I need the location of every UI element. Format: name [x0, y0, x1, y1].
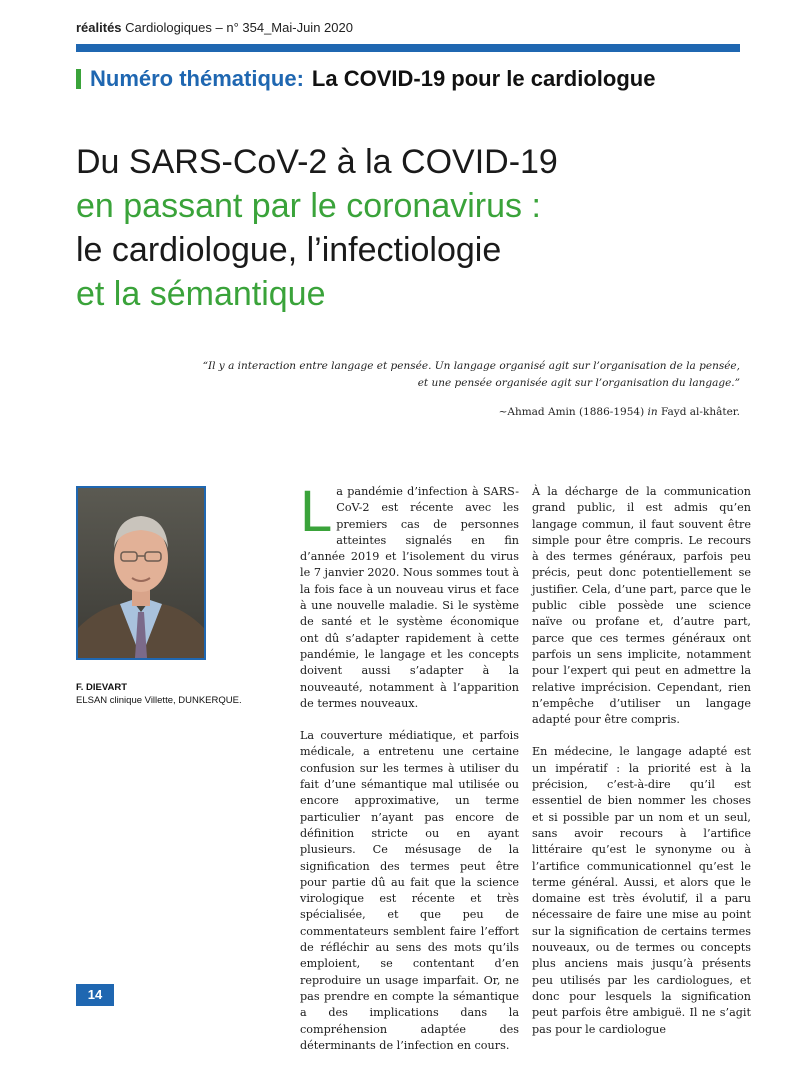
epigraph-author: ~Ahmad Amin (1886-1954) [498, 406, 648, 418]
paragraph-4: En médecine, le langage adapté est un impératif : la priorité est à la précision, c’est-à-dire qu’il est essentiel de bien nommer les choses et si possible par un nom et un seul, sans avoir recours à l’artifice littéraire qu’est le synonyme ou à l’artifice communicationnel qu’est le terme général. Aussi, et alors que le domaine est très évolutif, il a paru nécessaire de faire une mise au point sur la signification de certains termes nouveaux, ou de termes ou concepts plus anciens mais jusqu’à présents peu utilisés par les cardiologues, et donc pour lesquels la signification peut parfois être ambiguë. Il ne s’agit pas pour le cardiologue [532, 745, 751, 1036]
thematic-topic: La COVID-19 pour le cardiologue [311, 66, 656, 91]
journal-brand: réalités [76, 20, 122, 35]
epigraph-attribution [300, 406, 740, 418]
paragraph-1 [300, 479, 519, 712]
epigraph-line-1: “Il y a interaction entre langage et pensée. Un langage organisé agit sur l’organisation de la pensée, [202, 360, 740, 372]
drop-cap: L [300, 479, 333, 544]
running-header [76, 20, 726, 35]
header-rule [76, 44, 740, 52]
paragraph-3: À la décharge de la communication grand public, il est admis qu’en langage commun, il faut souvent être simple pour être compris. Le recours à des termes généraux, parfois peu précis, peut donc potentiellement se justifier. Cela, d’une part, parce que le public cible possède une science naïve ou profane et, d’autre part, parce que ces termes généraux ont parfois un sens implicite, notamment pour l’expert qui peut en admettre la relative imprécision. Cependant, rien n’empêche d’utiliser un langage adapté pour être compris. [532, 485, 751, 727]
article-column-2 [532, 484, 751, 1054]
author-name: F. DIEVART [76, 682, 128, 693]
article-column-1 [300, 479, 519, 1070]
paragraph-1-text: a pandémie d’infection à SARS-CoV-2 est récente avec les premiers cas de personnes atteintes signalés en fin d’année 2019 et l’isolement du virus le 7 janvier 2020. Nous sommes tout à la fois face à un nouveau virus et face à une nouvelle maladie. Si le système de santé et le système économique ont dû s’adapter rapidement à cette pandémie, le langage et les concepts doivent aussi s’adapter à la nouveauté, notamment à l’apparition de termes nouveaux. [300, 485, 519, 710]
thematic-banner [76, 66, 740, 92]
title-line-3: le cardiologue, l’infectiologie [76, 231, 502, 269]
title-line-1: Du SARS-CoV-2 à la COVID-19 [76, 143, 558, 181]
article-title [76, 140, 740, 316]
thematic-prefix: Numéro thématique: [90, 66, 304, 91]
title-line-2: en passant par le coronavirus : [76, 187, 541, 225]
issue-info: Cardiologiques – n° 354_Mai-Juin 2020 [121, 20, 353, 35]
green-bar-icon [76, 69, 81, 89]
epigraph-source: Fayd al-khâter. [657, 406, 740, 418]
title-line-4: et la sémantique [76, 275, 326, 313]
epigraph-quote [200, 358, 740, 392]
epigraph-in: in [647, 406, 658, 418]
author-portrait-icon [78, 488, 204, 658]
epigraph-line-2: et une pensée organisée agit sur l’organisation du langage.” [417, 377, 740, 389]
author-affiliation: ELSAN clinique Villette, DUNKERQUE. [76, 695, 242, 706]
paragraph-2: La couverture médiatique, et parfois médicale, a entretenu une certaine confusion sur les termes à utiliser du fait d’une sémantique mal utilisée ou encore approximative, un terme particulier n’ayant pas encore de définition stricte ou en ayant plusieurs. Ce mésusage de la signification des termes peut être pour partie dû au fait que la science virologique est récente et très spécialisée, et que peu de commentateurs semblent faire l’effort de réfléchir au sens des mots qu’ils emploient, se contentant d’en reproduire un usage imparfait. Or, ne pas prendre en compte la sémantique a des implications dans la compréhension adaptée des déterminants de l’infection en cours. [300, 729, 519, 1052]
page-number: 14 [76, 984, 114, 1006]
author-photo [76, 486, 206, 660]
